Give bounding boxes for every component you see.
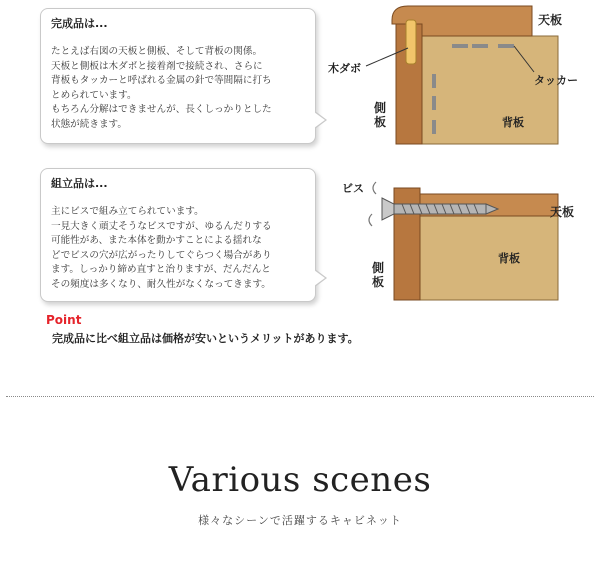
point-text: 完成品に比べ組立品は価格が安いというメリットがあります。: [52, 332, 359, 345]
text-line: もちろん分解はできませんが、長くしっかりとした: [51, 104, 272, 116]
top-panel-label: 天板: [550, 205, 575, 219]
text-line: たとえば右図の天板と側板、そして背板の関係。: [51, 46, 263, 57]
staple-icon: [498, 44, 514, 48]
staple-icon: [452, 44, 468, 48]
point-label: Point: [46, 313, 82, 327]
dowel-label: 木ダボ: [328, 62, 361, 75]
text-line: どでビスの穴が広がったりしてぐらつく場合があり: [51, 249, 272, 261]
wood-dowel: [406, 20, 416, 64]
back-panel: [422, 36, 558, 144]
text-line: その頻度は多くなり、耐久性がなくなってきます。: [51, 278, 271, 290]
wobble-mark-icon: [369, 214, 372, 226]
section-title: Various scenes: [168, 460, 432, 500]
text-line: 天板と側板は木ダボと接着剤で接続され、さらに: [51, 60, 263, 72]
text-line: 背板もタッカーと呼ばれる金属の針で等間隔に打ち: [51, 75, 272, 87]
top-panel-label: 天板: [538, 13, 563, 27]
side-panel-label: 側板: [372, 261, 385, 289]
tacker-label: タッカー: [534, 74, 578, 87]
staple-icon: [472, 44, 488, 48]
text-line: とめられています。: [51, 89, 137, 101]
finished-product-text: [51, 45, 309, 133]
wobble-mark-icon: [373, 182, 376, 194]
staple-icon: [432, 74, 436, 88]
text-line: 主にビスで組み立てられています。: [51, 206, 204, 217]
assembled-joint-diagram: [322, 164, 600, 304]
side-panel-label: 側板: [374, 101, 387, 129]
text-line: 一見大きく頑丈そうなビスですが、ゆるんだりする: [51, 220, 272, 232]
screw-label: ビス: [342, 182, 364, 195]
text-line: 状態が続きます。: [51, 118, 127, 130]
staple-icon: [432, 96, 436, 110]
assembled-product-text: [51, 205, 309, 293]
finished-product-title: 完成品は...: [51, 17, 108, 30]
back-panel-label: 背板: [498, 252, 520, 265]
assembled-product-callout: [40, 168, 316, 302]
text-line: 可能性があ、また本体を動かすことによる揺れな: [51, 235, 262, 247]
text-line: ます。しっかり締め直すと治りますが、だんだんと: [51, 264, 271, 276]
assembled-product-title: 組立品は...: [51, 177, 108, 190]
section-divider: [6, 396, 594, 397]
back-panel-label: 背板: [502, 116, 524, 129]
section-subtitle: 様々なシーンで活躍するキャビネット: [198, 514, 402, 527]
finished-joint-diagram: [322, 0, 600, 150]
staple-icon: [432, 120, 436, 134]
finished-product-callout: [40, 8, 316, 144]
back-panel: [420, 216, 558, 300]
